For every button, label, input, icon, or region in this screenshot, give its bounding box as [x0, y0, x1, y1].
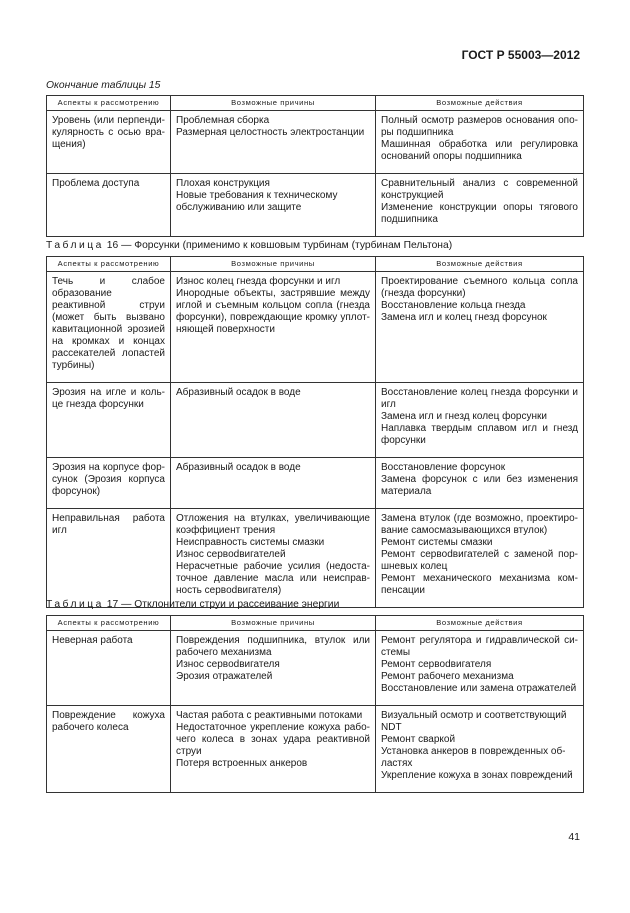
- column-header-causes: Возможные причины: [171, 616, 376, 631]
- table-16-caption: [46, 240, 452, 251]
- actions-cell: [376, 458, 584, 509]
- causes-cell: [171, 631, 376, 706]
- action-item: Ремонт системы смазки: [381, 537, 493, 548]
- actions-cell: [376, 383, 584, 458]
- cause-item: Отложения на втулках, увеличивающие коэффициент трения: [176, 513, 370, 536]
- actions-cell: [376, 509, 584, 608]
- action-item: Полный осмотр размеров основания опоры подшипника: [381, 115, 578, 138]
- column-header-aspects: Аспекты к рассмотрению: [47, 616, 171, 631]
- causes-cell: [171, 383, 376, 458]
- action-item: Ремонт сваркой: [381, 734, 456, 745]
- aspect-cell: Эрозия на корпусе форсунок (Эрозия корпуса форсунок): [47, 458, 171, 509]
- page-number: 41: [568, 831, 580, 843]
- action-item: Визуальный осмотр и соответствующий NDT: [381, 710, 567, 733]
- table-number: 16: [106, 240, 119, 251]
- cause-item: Нерасчетные рабочие усилия (недостаточное давление масла или неисправность сервodвигателя): [176, 561, 370, 596]
- action-item: Замена втулок (где возможно, проектирование самосмазывающихся втулок): [381, 513, 578, 536]
- standard-number: ГОСТ Р 55003—2012: [461, 48, 580, 62]
- action-item: Наплавка твердым сплавом игл и гнезд форсунки: [381, 423, 578, 446]
- action-item: Ремонт регулятора и гидравлической системы: [381, 635, 578, 658]
- table-row: [47, 631, 584, 706]
- table-header-row: [47, 257, 584, 272]
- action-item: Изменение конструкции опоры тягового подшипника: [381, 202, 578, 225]
- action-item: Укрепление кожуха в зонах повреждений: [381, 770, 573, 781]
- cause-item: Износ сервodвигателя: [176, 659, 280, 670]
- column-header-aspects: Аспекты к рассмотрению: [47, 96, 171, 111]
- actions-cell: [376, 272, 584, 383]
- action-item: Замена игл и гнезд колец форсунки: [381, 411, 547, 422]
- table-number: 17: [106, 599, 119, 610]
- cause-item: Износ колец гнезда форсунки и игл: [176, 276, 341, 287]
- cause-item: Износ сервodвигателей: [176, 549, 286, 560]
- table-title: — Отклонители струи и рассеивание энергии: [118, 599, 340, 610]
- action-item: Сравнительный анализ с современной конструкцией: [381, 178, 578, 201]
- column-header-actions: Возможные действия: [376, 616, 584, 631]
- table-15-caption: Окончание таблицы 15: [46, 80, 161, 91]
- aspect-cell: Эрозия на игле и кольце гнезда форсунки: [47, 383, 171, 458]
- cause-item: Размерная целостность электростанции: [176, 127, 365, 138]
- causes-cell: [171, 706, 376, 793]
- aspect-cell: Уровень (или перпендикулярность с осью вращения): [47, 111, 171, 174]
- table-row: [47, 706, 584, 793]
- table-label: Таблица: [46, 599, 104, 610]
- column-header-aspects: Аспекты к рассмотрению: [47, 257, 171, 272]
- aspect-cell: Течь и слабое образование реактивной струи (может быть вызвано кавитационной эрозией на кромках и концах рассекателей лопастей турбины): [47, 272, 171, 383]
- cause-item: Абразивный осадок в воде: [176, 387, 301, 398]
- table-16: [46, 256, 584, 608]
- cause-item: Частая работа с реактивными потоками: [176, 710, 363, 721]
- cause-item: Эрозия отражателей: [176, 671, 273, 682]
- action-item: Ремонт сервodвигателя: [381, 659, 492, 670]
- table-row: [47, 174, 584, 237]
- table-row: [47, 509, 584, 608]
- cause-item: Новые требования к техническому обслуживанию или защите: [176, 190, 338, 213]
- table-label: Таблица: [46, 240, 104, 251]
- action-item: Ремонт сервodвигателей с заменой поршневых колец: [381, 549, 578, 572]
- action-item: Восстановление форсунок: [381, 462, 506, 473]
- table-row: [47, 383, 584, 458]
- aspect-cell: Проблема доступа: [47, 174, 171, 237]
- table-17: [46, 615, 584, 793]
- table-header-row: [47, 616, 584, 631]
- table-row: [47, 272, 584, 383]
- causes-cell: [171, 174, 376, 237]
- causes-cell: [171, 272, 376, 383]
- aspect-cell: Неверная работа: [47, 631, 171, 706]
- table-17-caption: [46, 599, 339, 610]
- causes-cell: [171, 458, 376, 509]
- cause-item: Абразивный осадок в воде: [176, 462, 301, 473]
- causes-cell: [171, 111, 376, 174]
- aspect-cell: Неправильная работа игл: [47, 509, 171, 608]
- actions-cell: [376, 111, 584, 174]
- table-15: [46, 95, 584, 237]
- cause-item: Проблемная сборка: [176, 115, 270, 126]
- actions-cell: [376, 174, 584, 237]
- cause-item: Повреждения подшипника, втулок или рабочего механизма: [176, 635, 370, 658]
- cause-item: Потеря встроенных анкеров: [176, 758, 308, 769]
- action-item: Машинная обработка или регулировка оснований опоры подшипника: [381, 139, 578, 162]
- action-item: Установка анкеров в поврежденных областях: [381, 746, 566, 769]
- actions-cell: [376, 706, 584, 793]
- aspect-cell: Повреждение кожуха рабочего колеса: [47, 706, 171, 793]
- table-row: [47, 458, 584, 509]
- action-item: Восстановление колец гнезда форсунки и игл: [381, 387, 578, 410]
- table-row: [47, 111, 584, 174]
- cause-item: Недостаточное укрепление кожуха рабочего колеса в зонах удара реактивной струи: [176, 722, 370, 757]
- action-item: Восстановление кольца гнезда: [381, 300, 526, 311]
- actions-cell: [376, 631, 584, 706]
- column-header-causes: Возможные причины: [171, 257, 376, 272]
- column-header-actions: Возможные действия: [376, 96, 584, 111]
- table-header-row: [47, 96, 584, 111]
- table-title: — Форсунки (применимо к ковшовым турбинам (турбинам Пельтона): [118, 240, 453, 251]
- action-item: Замена игл и колец гнезд форсунок: [381, 312, 547, 323]
- action-item: Проектирование съемного кольца сопла (гнезда форсунки): [381, 276, 578, 299]
- cause-item: Инородные объекты, застрявшие между иглой и съемным кольцом сопла (гнезда форсунки), повреждающие кромку уплотняющей поверхности: [176, 288, 370, 335]
- action-item: Ремонт рабочего механизма: [381, 671, 514, 682]
- action-item: Восстановление или замена отражателей: [381, 683, 577, 694]
- cause-item: Неисправность системы смазки: [176, 537, 325, 548]
- column-header-actions: Возможные действия: [376, 257, 584, 272]
- column-header-causes: Возможные причины: [171, 96, 376, 111]
- causes-cell: [171, 509, 376, 608]
- cause-item: Плохая конструкция: [176, 178, 270, 189]
- action-item: Замена форсунок с или без изменения материала: [381, 474, 578, 497]
- action-item: Ремонт механического механизма компенсации: [381, 573, 578, 596]
